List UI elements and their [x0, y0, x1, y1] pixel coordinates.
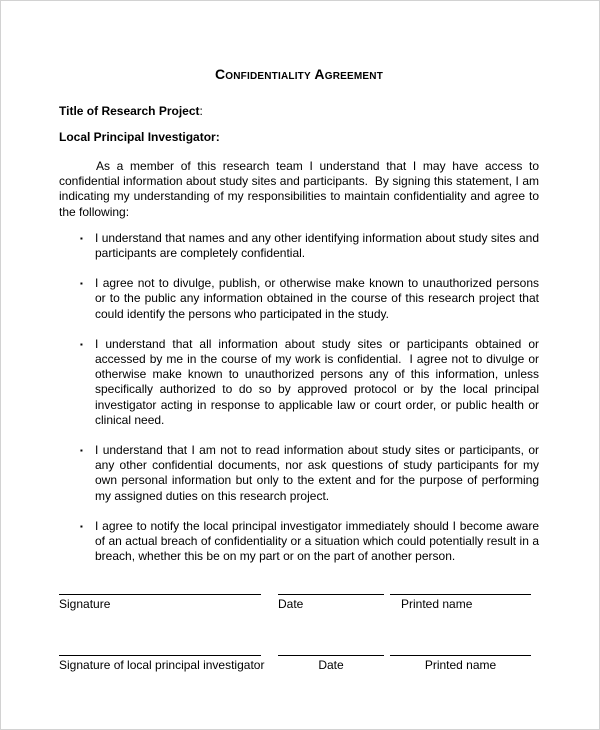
date-label: Date: [318, 658, 344, 673]
signature-row-principal-investigator: [59, 655, 539, 672]
field-colon: :: [199, 104, 203, 118]
printed-name-column: [390, 655, 531, 672]
list-item: [59, 337, 539, 428]
list-item: [59, 276, 539, 322]
signature-column: [59, 655, 265, 673]
bullet-square-icon: ▪: [80, 339, 83, 349]
printed-name-label: Printed name: [424, 658, 497, 673]
bullet-text: I understand that I am not to read information about study sites or participants, or any other confidential documents, nor ask questions of study participants for my own personal information but only to the extent and for the purpose of performing my assigned duties on this research project.: [95, 443, 539, 503]
bullet-square-icon: ▪: [80, 446, 83, 456]
signature-label: Signature of local principal investigator: [59, 658, 265, 673]
field-label-research-project: Title of Research Project: [59, 104, 200, 118]
bullet-text: I agree not to divulge, publish, or otherwise make known to unauthorized persons or to the public any information obtained in the course of this research project that could identify the persons who participated in the study.: [95, 276, 539, 321]
signature-label: Signature: [59, 597, 111, 612]
signature-section: [59, 594, 539, 672]
document-title: Confidentiality Agreement: [214, 66, 384, 82]
bullet-square-icon: ▪: [80, 279, 83, 289]
signature-column: [59, 594, 261, 611]
list-item: [59, 443, 539, 504]
bullet-square-icon: ▪: [80, 521, 83, 531]
bullet-text: I agree to notify the local principal investigator immediately should I become aware of an actual breach of confidentiality or a situation which could potentially result in a breach, whether this be on my part or on the part of another person.: [95, 518, 539, 564]
field-research-project-title: [59, 104, 539, 119]
printed-name-label: Printed name: [401, 597, 473, 612]
list-item: [59, 519, 539, 565]
printed-name-column: [390, 594, 531, 611]
date-label: Date: [278, 597, 304, 612]
signature-row-team-member: [59, 594, 539, 611]
document-content: [59, 66, 539, 672]
list-item: [59, 231, 539, 261]
field-colon: :: [215, 130, 220, 144]
bullet-text: I understand that all information about study sites or participants obtained or accessed by me in the course of my work is confidential. I agree not to divulge or otherwise make known to unauthorized persons any of this information, unless specifically authorized to do so by approved protocol or by the local principal investigator acting in response to applicable law or court order, or public health or clinical need.: [95, 336, 539, 427]
date-column: [278, 594, 384, 611]
bullet-text: I understand that names and any other identifying information about study sites and participants are completely confidential.: [95, 230, 539, 261]
bullet-square-icon: ▪: [80, 233, 83, 243]
bullet-list: [59, 231, 539, 565]
intro-paragraph: As a member of this research team I understand that I may have access to confidential information about study sites and participants. By signing this statement, I am indicating my understanding of my responsibilities to maintain confidentiality and agree to the following:: [59, 159, 539, 219]
date-column: [278, 655, 384, 672]
field-local-principal-investigator: [59, 130, 539, 145]
field-label-investigator: Local Principal Investigator: [59, 130, 216, 144]
